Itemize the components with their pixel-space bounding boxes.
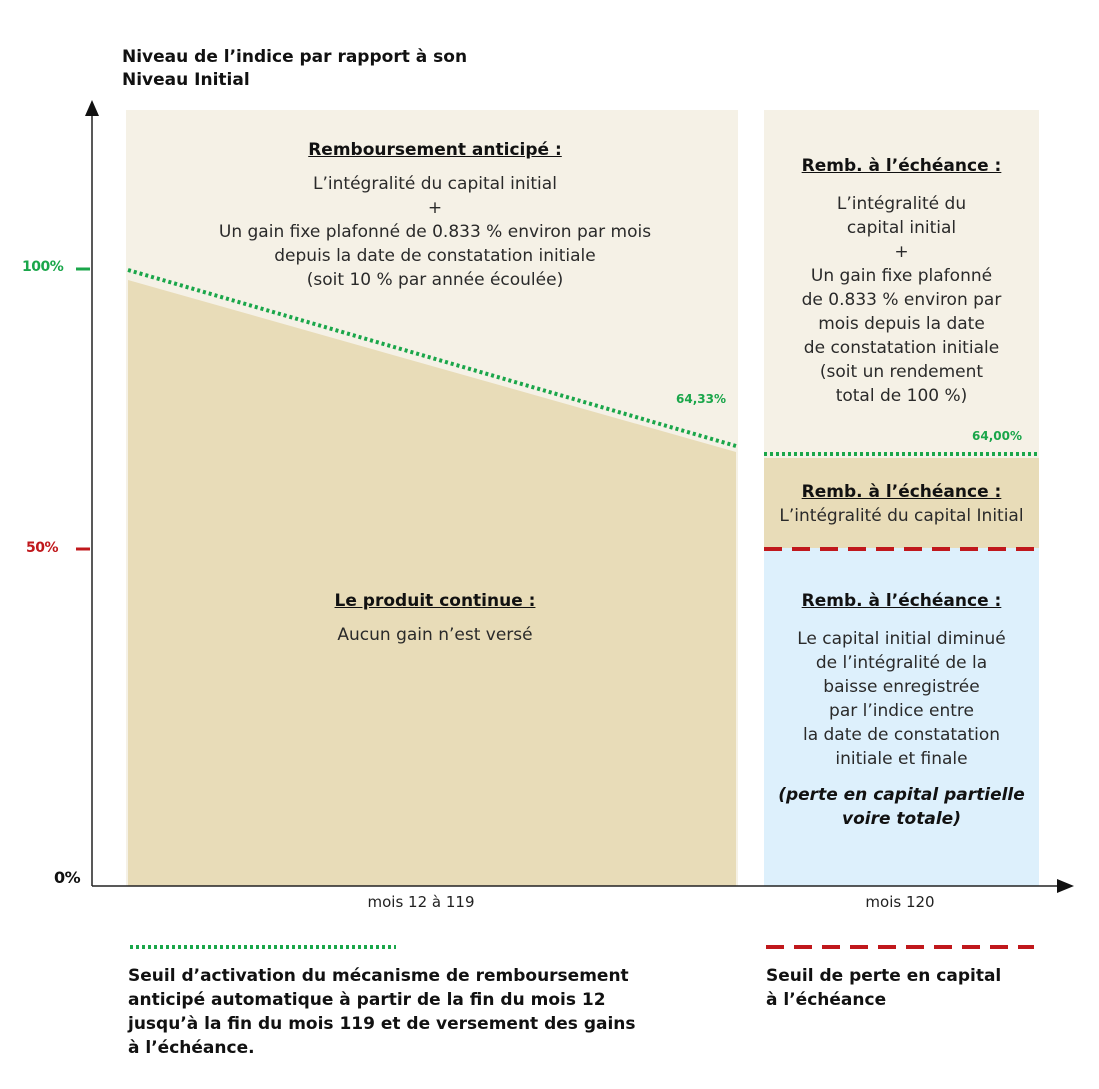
right-lower-body: Le capital initial diminué de l’intégralité de la baisse enregistrée par l’indice entre la date de constatation initiale et finale <box>797 629 1006 769</box>
y-axis-title: Niveau de l’indice par rapport à son Niveau Initial <box>122 47 468 90</box>
x-label-left: mois 12 à 119 <box>367 893 475 911</box>
left-upper-heading: Remboursement anticipé : <box>308 140 562 160</box>
left-upper-body: L’intégralité du capital initial + Un gain fixe plafonné de 0.833 % environ par mois depuis la date de constatation initiale (soit 10 % par année écoulée) <box>218 174 652 290</box>
right-middle-block <box>764 480 1039 528</box>
right-middle-body: L’intégralité du capital Initial <box>779 506 1024 526</box>
tick-100-label: 100% <box>22 259 64 275</box>
legend-red-text: Seuil de perte en capital à l’échéance <box>766 966 1002 1010</box>
tick-0-label: 0% <box>54 868 81 887</box>
x-axis-arrow <box>1057 879 1074 893</box>
left-lower-body: Aucun gain n’est versé <box>337 625 533 645</box>
left-lower-block <box>140 589 730 647</box>
right-middle-heading: Remb. à l’échéance : <box>801 482 1002 502</box>
right-lower-block <box>764 589 1039 831</box>
right-lower-note: (perte en capital partielle voire totale) <box>778 785 1025 829</box>
right-threshold-value: 64,00% <box>972 429 1022 443</box>
legend-green-text: Seuil d’activation du mécanisme de remboursement anticipé automatique à partir de la fin du mois 12 jusqu’à la fin du mois 119 et de versement des gains à l’échéance. <box>128 966 636 1058</box>
left-end-value: 64,33% <box>676 392 726 406</box>
right-upper-body: L’intégralité du capital initial + Un gain fixe plafonné de 0.833 % environ par mois depuis la date de constatation initiale (soit un rendement total de 100 %) <box>801 194 1002 406</box>
y-axis-arrow <box>85 100 99 116</box>
left-upper-block <box>140 138 730 292</box>
right-upper-block <box>764 154 1039 408</box>
tick-50-label: 50% <box>26 540 59 556</box>
x-label-right: mois 120 <box>865 893 935 911</box>
right-lower-heading: Remb. à l’échéance : <box>801 591 1002 611</box>
right-upper-heading: Remb. à l’échéance : <box>801 156 1002 176</box>
left-lower-heading: Le produit continue : <box>334 591 536 611</box>
